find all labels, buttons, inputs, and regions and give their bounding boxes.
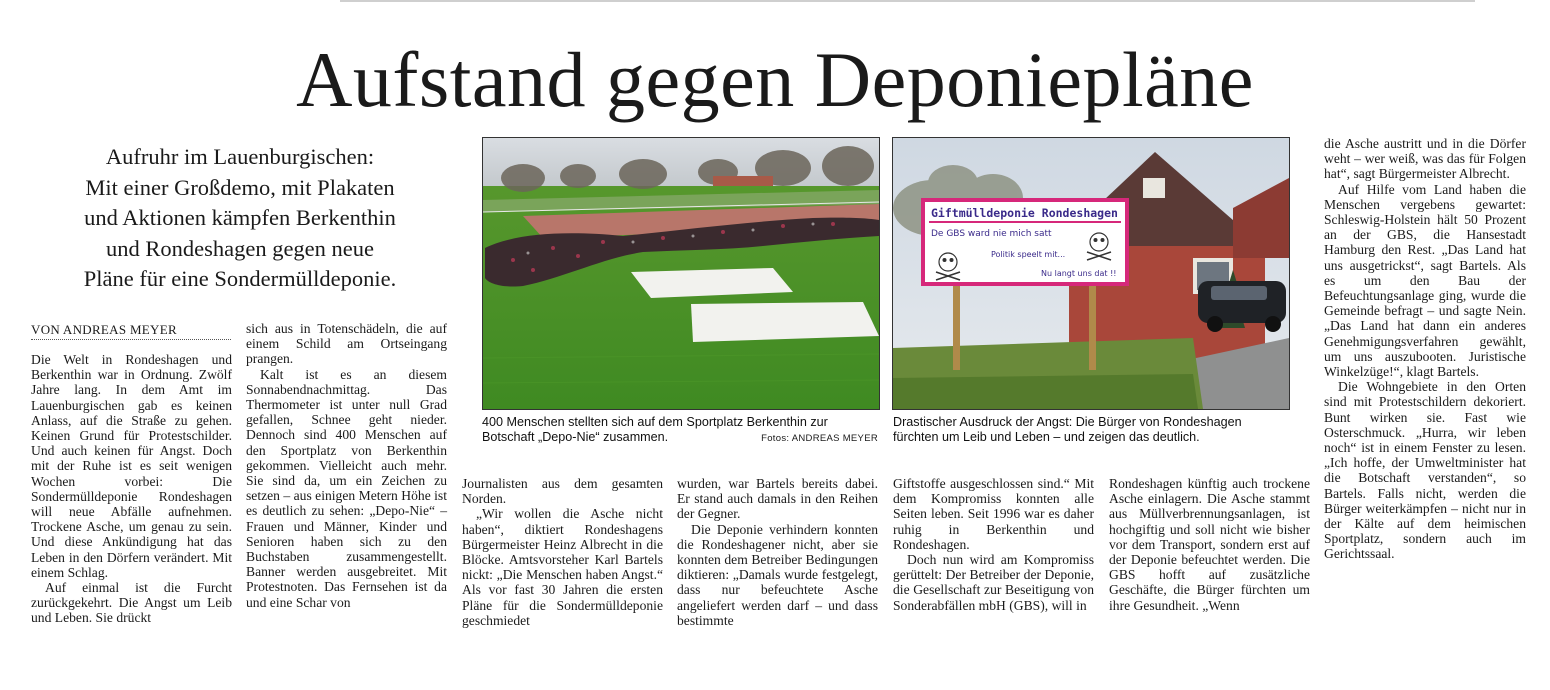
paragraph: Journalisten aus dem gesamten Norden. (462, 476, 663, 507)
sign-title: Giftmülldeponie Rondeshagen (931, 206, 1118, 220)
top-rule (340, 0, 1475, 2)
paragraph: Doch nun wird am Kompromiss gerüttelt: Der Betreiber der Deponie, die Gesellschaft zur Beseitigung von Sonderabfällen mbH (GBS), will in (893, 552, 1094, 613)
photo-credit: Fotos: ANDREAS MEYER (761, 433, 878, 444)
sign-line-2: Politik speelt mit... (991, 250, 1066, 259)
headline: Aufstand gegen Deponiepläne (296, 36, 1254, 123)
article-column-1 (31, 352, 232, 626)
photo-caption-right (893, 415, 1289, 445)
photo-protestschild (892, 137, 1290, 410)
subheadline-line: Pläne für eine Sondermülldeponie. (83, 266, 397, 291)
article-column-3 (462, 476, 663, 628)
article-column-2 (246, 321, 447, 610)
sportplatz-image (483, 138, 879, 409)
paragraph: Die Wohngebiete in den Orten sind mit Protestschildern dekoriert. Bunt wirken sie. Fast wie Osterschmuck. „Hurra, wir leben noch“ ist in einem Fenster zu lesen. „Ich hoffe, der Umweltminister hat die Botschaft verstanden“, so Bartels. Falls nicht, werden die Bürger weiterkämpfen – nicht nur in der Kälte auf dem heimischen Sportplatz, sondern auch im Gerichtssaal. (1324, 379, 1526, 562)
subheadline-line: und Rondeshagen gegen neue (105, 235, 375, 261)
article-column-4 (677, 476, 878, 628)
subheadline-line: Mit einer Großdemo, mit Plakaten (85, 174, 395, 200)
byline: VON ANDREAS MEYER (31, 322, 231, 340)
paragraph: Rondeshagen künftig auch trockene Asche einlagern. Die Asche stammt aus Müllverbrennungsanlagen, ist hochgiftig und soll nicht wie bisher vor dem Transport, sondern erst auf der Deponie befeuchtet werden. Die GBS hofft auf zusätzliche Geschäfte, die Bürger fürchten um ihre Gesundheit. „Wenn (1109, 476, 1310, 613)
paragraph: sich aus in Totenschädeln, die auf einem Schild am Ortseingang prangen. (246, 321, 447, 367)
paragraph: wurden, war Bartels bereits dabei. Er stand auch damals in den Reihen der Gegner. (677, 476, 878, 522)
caption-text: 400 Menschen stellten sich auf dem Sportplatz Berkenthin zur Botschaft „Depo-Nie“ zusammen. (482, 415, 828, 444)
paragraph: Auf Hilfe vom Land haben die Menschen vergebens gewartet: Schleswig-Holstein hält 50 Prozent an der GBS, die Hansestadt Hamburg den Rest. „Das Land hat uns ausgetrickst“, sagt Bartels. Als es um den Bau der Befeuchtungsanlage ging, wurde die Gemeinde befragt – und sagte Nein. „Das Land hat dann ein anderes Genehmigungsverfahren gewählt, um uns auszubooten. Juristische Winkelzüge!“, klagt Bartels. (1324, 181, 1526, 380)
article-column-6 (1109, 476, 1310, 613)
sign-line-3: Nu langt uns dat !! (1041, 269, 1117, 278)
protest-sign-image (893, 138, 1289, 409)
caption-text: Drastischer Ausdruck der Angst: Die Bürger von Rondeshagen fürchten um Leib und Leben – und zeigen das deutlich. (893, 415, 1242, 444)
paragraph: Die Welt in Rondeshagen und Berkenthin war in Ordnung. Zwölf Jahre lang. In dem Amt im Lauenburgischen gab es keinen Anlass, auf die Straße zu gehen. Keinen Grund für Protestschilder. Und auch keinen für Angst. Doch mit der Ruhe ist es seit wenigen Wochen vorbei: Die Sondermülldeponie Rondeshagen will neue Abfälle aufnehmen. Trockene Asche, um genau zu sein. Und diese Ankündigung hat das Leben in den Dörfern verändert. Mit einem Schlag. (31, 352, 232, 580)
paragraph: Die Deponie verhindern konnten die Rondeshagener nicht, aber sie konnten dem Betreiber Bedingungen diktieren: „Damals wurde festgelegt, dass nur befeuchtete Asche angeliefert werden darf – und dass bestimmte (677, 521, 878, 628)
subheadline (30, 142, 450, 295)
subheadline-line: und Aktionen kämpfen Berkenthin (84, 205, 396, 230)
photo-sportplatz (482, 137, 880, 410)
subheadline-line: Aufruhr im Lauenburgischen: (105, 144, 375, 169)
paragraph: Kalt ist es an diesem Sonnabendnachmittag. Das Thermometer ist unter null Grad gefallen, Schnee geht nieder. Dennoch sind 400 Menschen auf den Sportplatz von Berkenthin gekommen. Vielleicht auch mehr. Sie sind da, um ein Zeichen zu setzen – aus einigen Metern Höhe ist es deutlich zu sehen: „Depo-Nie“ – Frauen und Männer, Kinder und Senioren haben sich zu den Buchstaben zusammengestellt. Banner werden ausgebreitet. Mit Protestnoten. Das Fernsehen ist da und eine Schar von (246, 366, 447, 610)
article-column-5 (893, 476, 1094, 613)
paragraph: die Asche austritt und in die Dörfer weht – wer weiß, was das für Folgen hat“, sagt Bürgermeister Albrecht. (1324, 136, 1526, 182)
paragraph: „Wir wollen die Asche nicht haben“, diktiert Rondeshagens Bürgermeister Heinz Albrecht in die Blöcke. Amtsvorsteher Karl Bartels nickt: „Die Menschen haben Angst.“ Als vor fast 30 Jahren die ersten Pläne für die Sondermülldeponie geschmiedet (462, 506, 663, 628)
article-column-7 (1324, 136, 1526, 562)
sign-line-1: De GBS ward nie mich satt (931, 229, 1052, 239)
paragraph: Giftstoffe ausgeschlossen sind.“ Mit dem Kompromiss konnten alle Seiten leben. Seit 1996 war es daher ruhig in Berkenthin und Rondeshagen. (893, 476, 1094, 552)
paragraph: Auf einmal ist die Furcht zurückgekehrt. Die Angst um Leib und Leben. Sie drückt (31, 580, 232, 626)
